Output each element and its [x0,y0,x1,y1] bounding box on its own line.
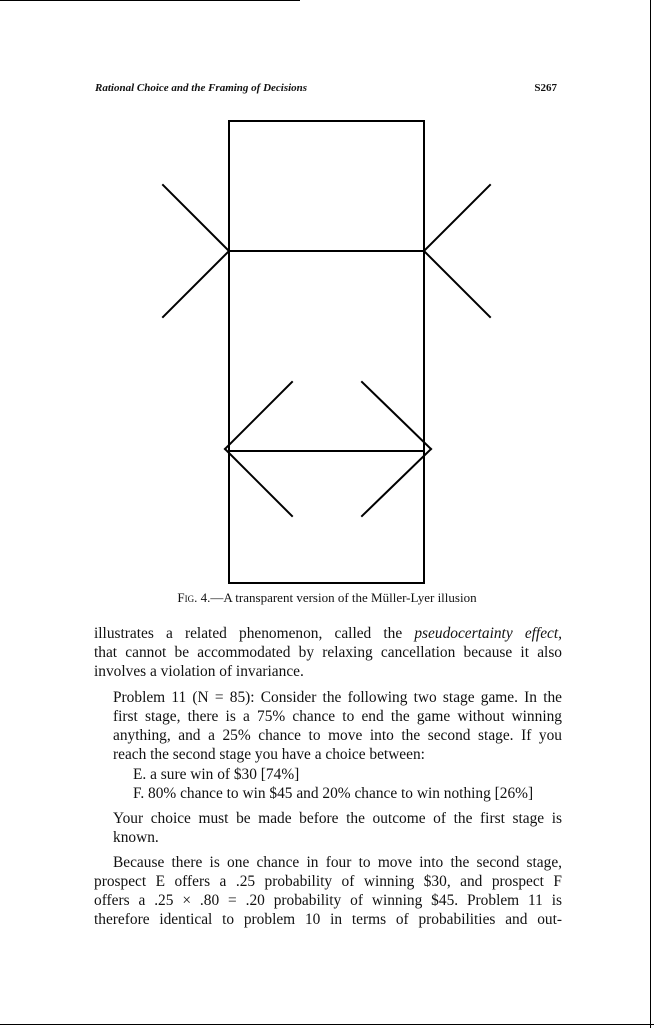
option-f: F. 80% chance to win $45 and 20% chance to win nothing [26%] [133,785,534,802]
text-line: therefore identical to problem 10 in terms of probabilities and out- [94,911,562,928]
paragraph-analysis [94,853,562,929]
caption-label: Fig. 4. [177,590,211,605]
text-line: involves a violation of invariance. [94,663,304,680]
figure-frame [229,121,424,583]
running-title: Rational Choice and the Framing of Decisions [95,82,308,94]
choice-options [133,765,563,803]
option-e: E. a sure win of $30 [74%] [133,766,300,783]
page-bottom-edge [0,1024,654,1025]
upper-right-fin-bottom [424,251,490,317]
upper-right-fin-top [424,185,490,251]
text-line: reach the second stage you have a choice between: [113,746,425,763]
text-line: first stage, there is a 75% chance to end the game without winning [113,708,562,725]
text-line: known. [113,829,159,846]
text-line: Your choice must be made before the outcome of the first stage is [113,810,562,827]
text-line: that cannot be accommodated by relaxing cancellation because it also [94,644,562,661]
figure-caption [0,590,654,606]
page-number: S267 [534,82,557,94]
text-line: prospect E offers a .25 probability of winning $30, and prospect F [94,873,562,890]
text-span: illustrates a related phenomenon, called the [94,625,415,642]
lower-left-fin-top [225,382,292,449]
text-line: offers a .25 × .80 = .20 probability of winning $45. Problem 11 is [94,892,562,909]
problem-note [113,809,562,847]
text-line: anything, and a 25% chance to move into the second stage. If you [113,727,562,744]
text-line [94,624,562,643]
lower-right-fin-top [362,382,431,449]
emphasis-term: pseudocertainty effect, [414,625,562,642]
problem-statement [113,688,562,764]
text-line: Problem 11 (N = 85): Consider the following two stage game. In the [113,689,562,706]
upper-left-fin-bottom [163,251,229,317]
paragraph-intro [94,624,562,681]
lower-left-fin-bottom [225,449,292,516]
lower-right-fin-bottom [362,449,431,516]
caption-text: —A transparent version of the Müller-Lyer illusion [210,590,477,605]
upper-left-fin-top [163,185,229,251]
text-line: Because there is one chance in four to move into the second stage, [113,854,562,871]
